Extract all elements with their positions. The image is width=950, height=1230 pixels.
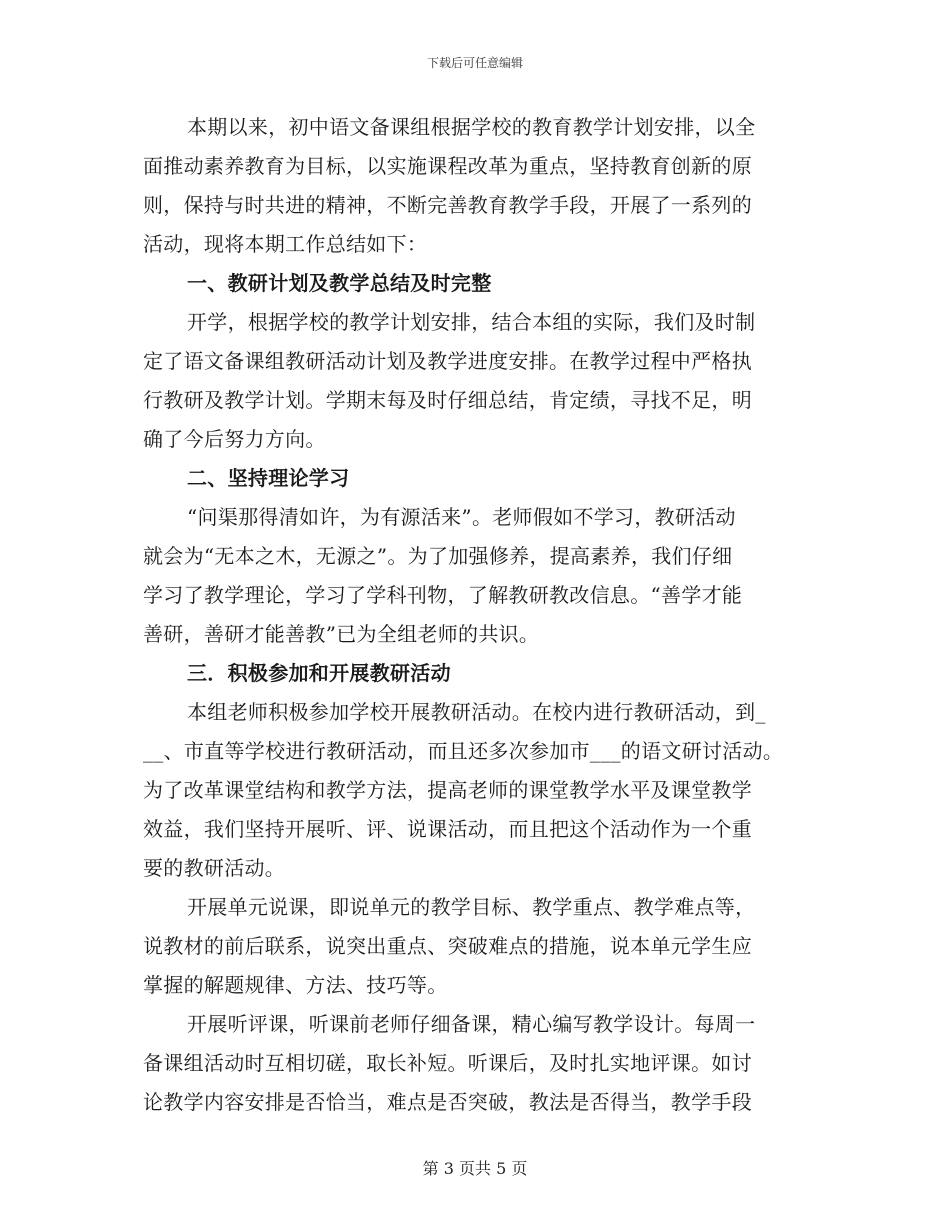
paragraph-line: 就会为“无本之木，无源之”。为了加强修养，提高素养，我们仔细 (143, 544, 733, 568)
section-heading: 一、教研计划及教学总结及时完整 (187, 271, 492, 295)
paragraph-line: 为了改革课堂结构和教学方法，提高老师的课堂教学水平及课堂教学 (143, 778, 752, 802)
paragraph-line: 备课组活动时互相切磋，取长补短。听课后，及时扎实地评课。如讨 (143, 1051, 752, 1075)
paragraph-line: 要的教研活动。 (143, 856, 286, 880)
section-heading: 三．积极参加和开展教研活动 (187, 661, 451, 685)
paragraph-line: 学习了教学理论，学习了学科刊物，了解教研教改信息。“善学才能 (143, 583, 743, 607)
paragraph-line: 掌握的解题规律、方法、技巧等。 (143, 973, 448, 997)
paragraph-line: 确了今后努力方向。 (143, 427, 326, 451)
paragraph-line: 说教材的前后联系，说突出重点、突破难点的措施，说本单元学生应 (143, 934, 752, 958)
page-number: 第 3 页共 5 页 (422, 1159, 528, 1178)
paragraph-line: 开展听评课，听课前老师仔细备课，精心编写教学设计。每周一 (187, 1012, 756, 1036)
paragraph-line: 开学，根据学校的教学计划安排，结合本组的实际，我们及时制 (187, 310, 756, 334)
paragraph-line: 则，保持与时共进的精神，不断完善教育教学手段，开展了一系列的 (143, 193, 752, 217)
page-header: 下载后可任意编辑 (426, 56, 523, 70)
paragraph-line: 定了语文备课组教研活动计划及教学进度安排。在教学过程中严格执 (143, 349, 752, 373)
paragraph-line: __、市直等学校进行教研活动，而且还多次参加市___的语文研讨活动。 (143, 739, 784, 763)
paragraph-line: 论教学内容安排是否恰当，难点是否突破，教法是否得当，教学手段 (143, 1090, 752, 1114)
paragraph-line: 效益，我们坚持开展听、评、说课活动，而且把这个活动作为一个重 (143, 817, 752, 841)
paragraph-line: 本期以来，初中语文备课组根据学校的教育教学计划安排，以全 (187, 115, 756, 139)
paragraph-line: 行教研及教学计划。学期末每及时仔细总结，肯定绩，寻找不足，明 (143, 388, 752, 412)
paragraph-line: 开展单元说课，即说单元的教学目标、教学重点、教学难点等， (187, 895, 756, 919)
paragraph-line: 面推动素养教育为目标，以实施课程改革为重点，坚持教育创新的原 (143, 154, 752, 178)
document-body (143, 108, 808, 1122)
paragraph-line: “问渠那得清如许，为有源活来”。老师假如不学习，教研活动 (187, 505, 736, 529)
section-heading: 二、坚持理论学习 (187, 466, 350, 490)
paragraph-line: 本组老师积极参加学校开展教研活动。在校内进行教研活动，到_ (187, 700, 766, 724)
paragraph-line: 活动，现将本期工作总结如下： (143, 232, 428, 256)
paragraph-line: 善研，善研才能善教”已为全组老师的共识。 (143, 622, 540, 646)
